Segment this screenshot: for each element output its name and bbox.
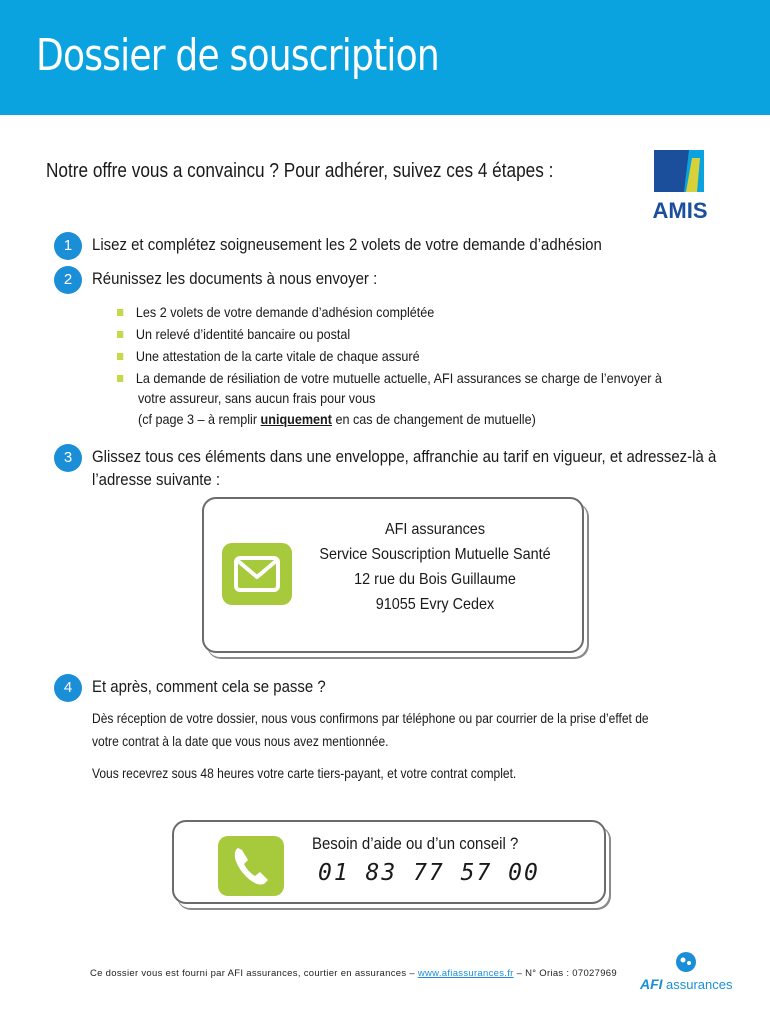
documents-list	[117, 302, 722, 390]
step-number: 3	[54, 444, 82, 472]
address-block	[270, 517, 600, 617]
step-text: Et après, comment cela se passe ?	[92, 677, 326, 696]
header-banner	[0, 0, 770, 115]
afi-logo-emblem	[640, 950, 740, 976]
address-line: 91055 Evry Cedex	[375, 596, 495, 613]
step-text: Glissez tous ces éléments dans une enveloppe, affranchie au tarif en vigueur, et adressez-là à	[92, 447, 717, 466]
footer-website-link[interactable]: www.afiassurances.fr	[417, 968, 514, 979]
list-item: Les 2 volets de votre demande d’adhésion complétée	[117, 302, 662, 324]
list-item: Un relevé d’identité bancaire ou postal	[117, 324, 662, 346]
step-text: Lisez et complétez soigneusement les 2 volets de votre demande d’adhésion	[92, 235, 602, 254]
step-number: 1	[54, 232, 82, 260]
documents-note: (cf page 3 – à remplir uniquement en cas de changement de mutuelle)	[138, 411, 536, 427]
amis-logo-mark	[634, 148, 726, 224]
step-text: Réunissez les documents à nous envoyer :	[92, 269, 378, 288]
footer-text: Ce dossier vous est fourni par AFI assurances, courtier en assurances – www.afiassurances.fr – N° Orias : 07027969	[90, 968, 617, 979]
afi-logo-light: assurances	[666, 977, 733, 992]
help-phone-number[interactable]: 01 83 77 57 00	[318, 860, 540, 886]
afi-logo	[640, 950, 740, 995]
list-item: Une attestation de la carte vitale de chaque assuré	[117, 346, 662, 368]
step-number: 2	[54, 266, 82, 294]
address-line: AFI assurances	[384, 521, 486, 538]
after-paragraph: Vous recevrez sous 48 heures votre carte tiers-payant, et votre contrat complet.	[92, 765, 517, 781]
step-3-cont: l’adresse suivante :	[92, 470, 221, 489]
list-item: La demande de résiliation de votre mutuelle actuelle, AFI assurances se charge de l’envoyer à	[117, 368, 662, 390]
intro-text: Notre offre vous a convaincu ? Pour adhérer, suivez ces 4 étapes :	[46, 160, 554, 182]
documents-cont-line: votre assureur, sans aucun frais pour vous	[138, 390, 376, 406]
address-line: 12 rue du Bois Guillaume	[354, 571, 516, 588]
help-title: Besoin d’aide ou d’un conseil ?	[312, 834, 519, 853]
phone-icon-box	[218, 836, 284, 896]
after-paragraph-line: Dès réception de votre dossier, nous vous confirmons par téléphone ou par courrier de la prise d’effet de	[92, 710, 649, 726]
step-number: 4	[54, 674, 82, 702]
amis-logo-text: AMIS	[652, 198, 708, 223]
amis-logo	[634, 148, 726, 224]
page-title: Dossier de souscription	[36, 30, 439, 81]
after-paragraph-line: votre contrat à la date que vous nous avez mentionnée.	[92, 733, 389, 749]
note-emphasis: uniquement	[260, 411, 332, 427]
phone-icon	[218, 836, 284, 896]
afi-logo-bold: AFI	[640, 976, 663, 992]
address-line: Service Souscription Mutuelle Santé	[319, 546, 551, 563]
